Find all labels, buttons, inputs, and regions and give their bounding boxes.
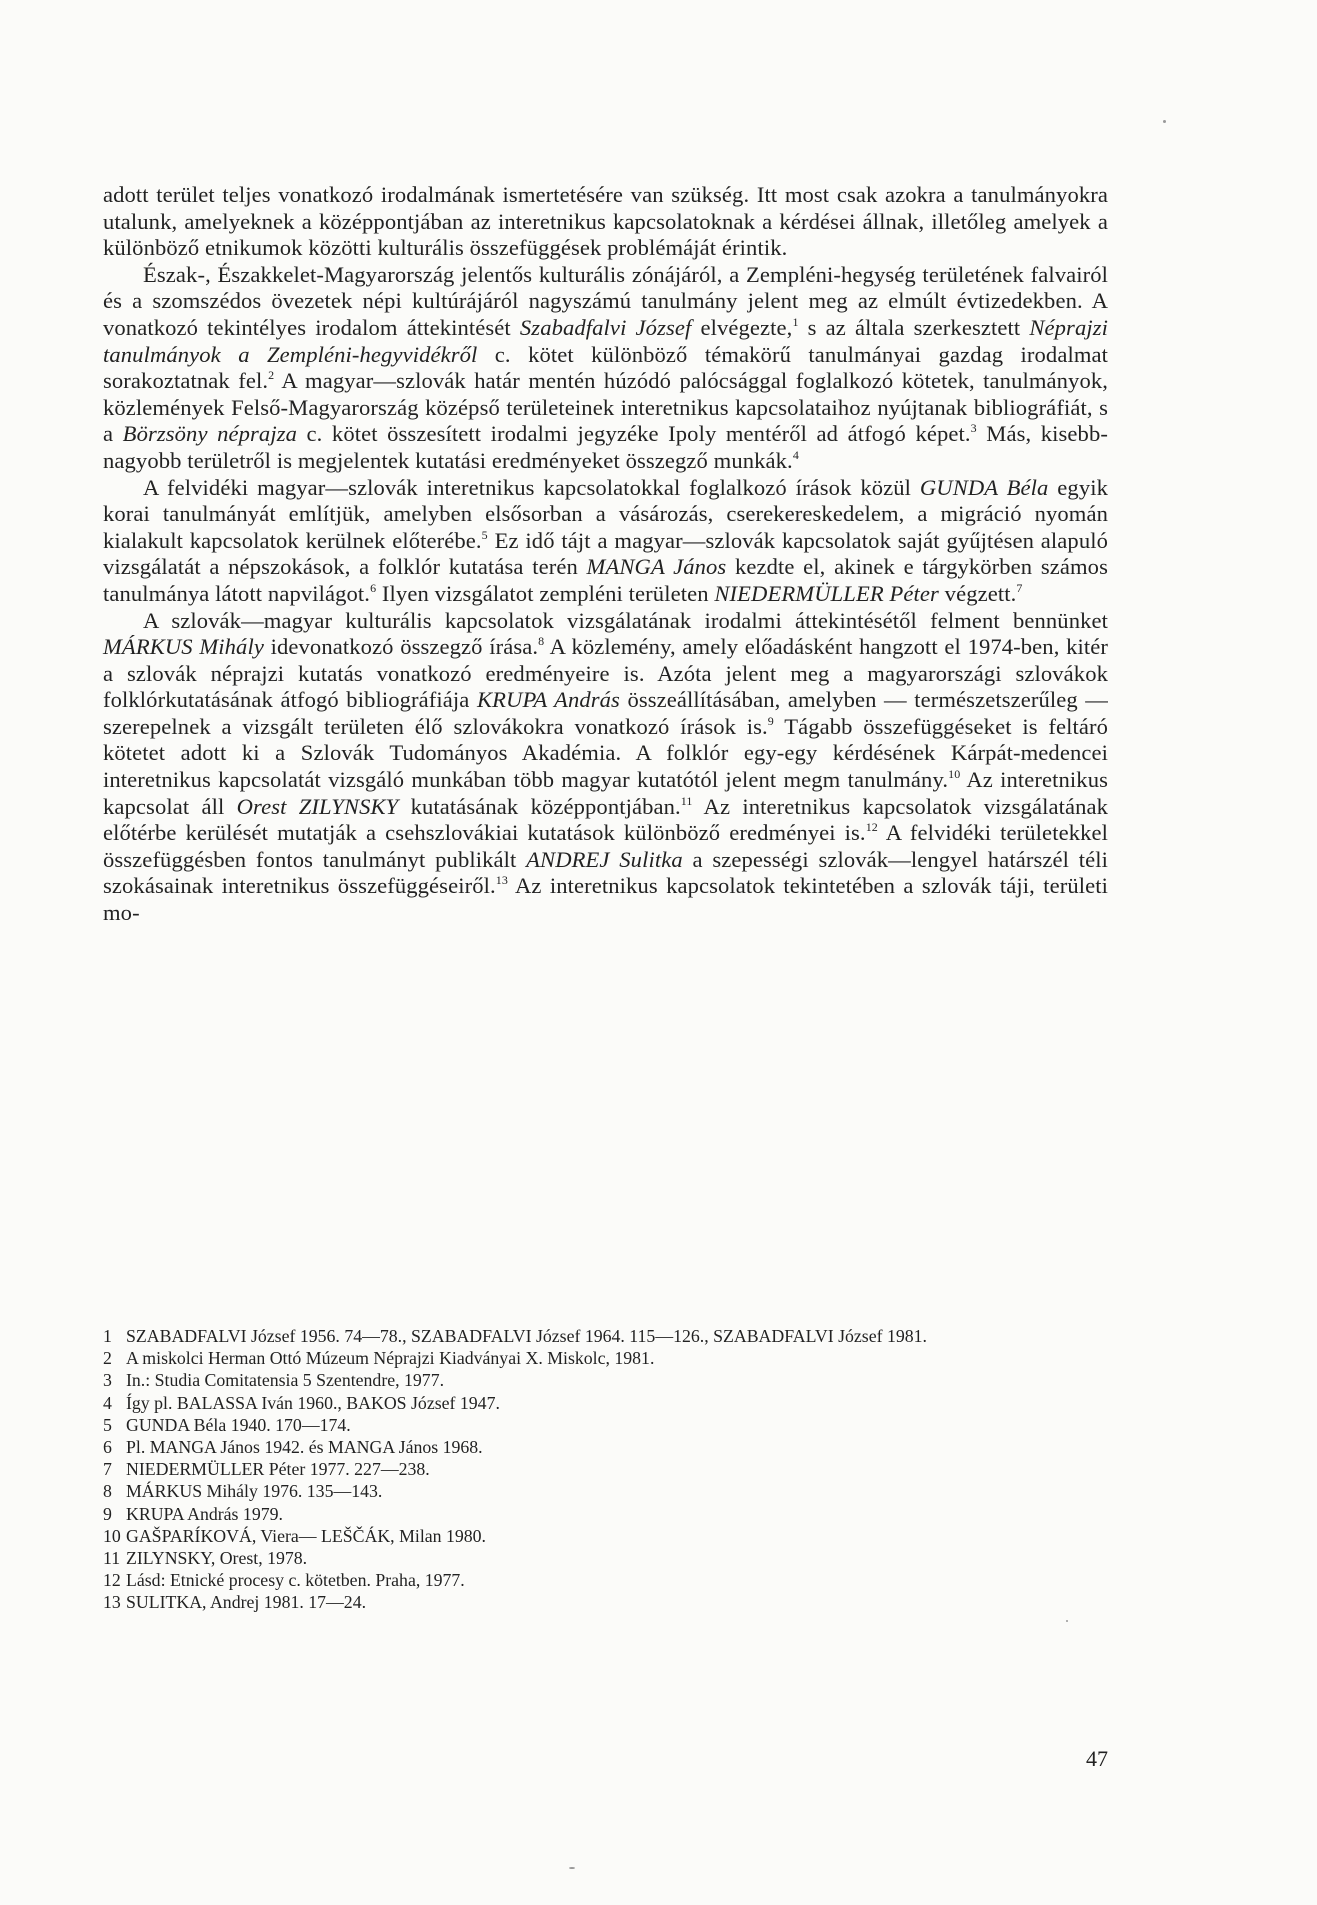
footnote-text: NIEDERMÜLLER Péter 1977. 227—238.	[126, 1459, 430, 1480]
footnote-number: 5	[103, 1414, 112, 1435]
footnote-text: GUNDA Béla 1940. 170—174.	[126, 1414, 351, 1435]
footnote	[103, 1392, 1108, 1414]
main-text	[103, 182, 1108, 927]
scan-speck	[569, 1867, 575, 1869]
paragraph: A szlovák—magyar kulturális kapcsolatok vizsgálatának irodalmi áttekintésétől felment bennünket MÁRKUS Mihály idevonatkozó összegző írása.$^8$ A közlemény, amely előadásként hangzott el 1974-ben, kitér a szlovák néprajzi kutatás vonatkozó eredményeire is. Azóta jelent meg a magyarországi szlovákok folklórkutatásának átfogó bibliográfiája KRUPA András összeállításában, amelyben — természetszerűleg — szerepelnek a vizsgált területen élő szlovákokra vonatkozó írások is.$^9$ Tágabb összefüggéseket is feltáró kötetet adott ki a Szlovák Tudományos Akadémia. A folklór egy-egy kérdésének Kárpát-medencei interetnikus kapcsolatát vizsgáló munkában több magyar kutatótól jelent megm tanulmány.$^{10}$ Az interetnikus kapcsolat áll Orest ZILYNSKY kutatásának középpontjában.$^{11}$ Az interetnikus kapcsolatok vizsgálatának előtérbe kerülését mutatják a csehszlovákiai kutatások különböző eredményei is.$^{12}$ A felvidéki területekkel összefüggésben fontos tanulmányt publikált ANDREJ Sulitka a szepességi szlovák—lengyel határszél téli szokásainak interetnikus összefüggéseiről.$^{13}$ Az interetnikus kapcsolatok tekintetében a szlovák táji, területi mo-	[103, 607, 1109, 926]
footnote	[103, 1569, 1108, 1591]
footnote-number: 4	[103, 1392, 112, 1413]
footnote-number: 3	[103, 1370, 112, 1391]
footnote-text: MÁRKUS Mihály 1976. 135—143.	[126, 1481, 383, 1502]
footnote-number: 7	[103, 1459, 112, 1480]
scan-speck	[1066, 1620, 1068, 1622]
footnote-text: A miskolci Herman Ottó Múzeum Néprajzi Kiadványai X. Miskolc, 1981.	[126, 1348, 655, 1369]
footnote	[103, 1325, 1108, 1347]
footnote	[103, 1525, 1108, 1547]
footnote	[103, 1503, 1108, 1525]
footnote-number: 1	[103, 1326, 112, 1346]
footnote	[103, 1480, 1108, 1502]
footnote-text: Így pl. BALASSA Iván 1960., BAKOS József 1947.	[126, 1392, 500, 1413]
scan-speck	[1163, 120, 1166, 123]
footnote	[103, 1591, 1108, 1613]
footnote-text: SZABADFALVI József 1956. 74—78., SZABADFALVI József 1964. 115—126., SZABADFALVI József 1981.	[126, 1326, 927, 1346]
paragraph: Észak-, Északkelet-Magyarország jelentős kulturális zónájáról, a Zempléni-hegység területének falvairól és a szomszédos övezetek népi kultúrájáról nagyszámú tanulmány jelent meg az elmúlt évtizedekben. A vonatkozó tekintélyes irodalom áttekintését Szabadfalvi József elvégezte,$^1$ s az általa szerkesztett Néprajzi tanulmányok a Zempléni-hegyvidékről c. kötet különböző témakörű tanulmányai gazdag irodalmat sorakoztatnak fel.$^2$ A magyar—szlovák határ mentén húzódó palócsággal foglalkozó kötetek, tanulmányok, közlemények Felső-Magyarország középső területeinek interetnikus kapcsolataihoz nyújtanak bibliográfiát, s a Börzsöny néprajza c. kötet összesített irodalmi jegyzéke Ipoly mentéről ad átfogó képet.$^3$ Más, kisebb-nagyobb területről is megjelentek kutatási eredményeket összegző munkák.$^4$	[103, 261, 1109, 473]
footnote-number: 13	[103, 1592, 121, 1613]
footnote-number: 8	[103, 1481, 112, 1502]
footnote-number: 6	[103, 1437, 112, 1458]
paragraph: A felvidéki magyar—szlovák interetnikus kapcsolatokkal foglalkozó írások közül GUNDA Béla egyik korai tanulmányát említjük, amelyben elsősorban a vásározás, cserekereskedelem, a migráció nyomán kialakult kapcsolatok kerülnek előterébe.$^5$ Ez idő tájt a magyar—szlovák kapcsolatok saját gyűjtésen alapuló vizsgálatát a népszokások, a folklór kutatása terén MANGA János kezdte el, akinek e tárgykörben számos tanulmánya látott napvilágot.$^6$ Ilyen vizsgálatot zempléni területen NIEDERMÜLLER Péter végzett.$^7$	[103, 474, 1109, 606]
footnote-text: KRUPA András 1979.	[126, 1503, 283, 1524]
footnote	[103, 1347, 1108, 1369]
footnote-number: 2	[103, 1348, 112, 1369]
footnote-text: GAŠPARÍKOVÁ, Viera— LEŠČÁK, Milan 1980.	[126, 1525, 486, 1546]
footnote-number: 10	[103, 1525, 121, 1546]
footnote-number: 12	[103, 1570, 121, 1591]
footnote	[103, 1547, 1108, 1569]
footnote	[103, 1414, 1108, 1436]
footnote	[103, 1369, 1108, 1391]
page-number: 47	[1086, 1746, 1108, 1771]
paragraph: adott terület teljes vonatkozó irodalmának ismertetésére van szükség. Itt most csak azokra a tanulmányokra utalunk, amelyeknek a középpontjában az interetnikus kapcsolatoknak a kérdései állnak, illetőleg amelyek a különböző etnikumok közötti kulturális összefüggések problémáját érintik.	[103, 182, 1108, 261]
footnote-text: SULITKA, Andrej 1981. 17—24.	[126, 1592, 367, 1613]
footnote-number: 11	[103, 1548, 121, 1569]
footnote-text: ZILYNSKY, Orest, 1978.	[126, 1548, 308, 1569]
footnote-text: Pl. MANGA János 1942. és MANGA János 1968.	[126, 1437, 483, 1458]
footnotes	[103, 1325, 1108, 1614]
footnote-number: 9	[103, 1503, 112, 1524]
footnote	[103, 1458, 1108, 1480]
footnote-text: In.: Studia Comitatensia 5 Szentendre, 1977.	[126, 1370, 445, 1391]
footnote	[103, 1436, 1108, 1458]
footnote-text: Lásd: Etnické procesy c. kötetben. Praha, 1977.	[126, 1570, 465, 1591]
